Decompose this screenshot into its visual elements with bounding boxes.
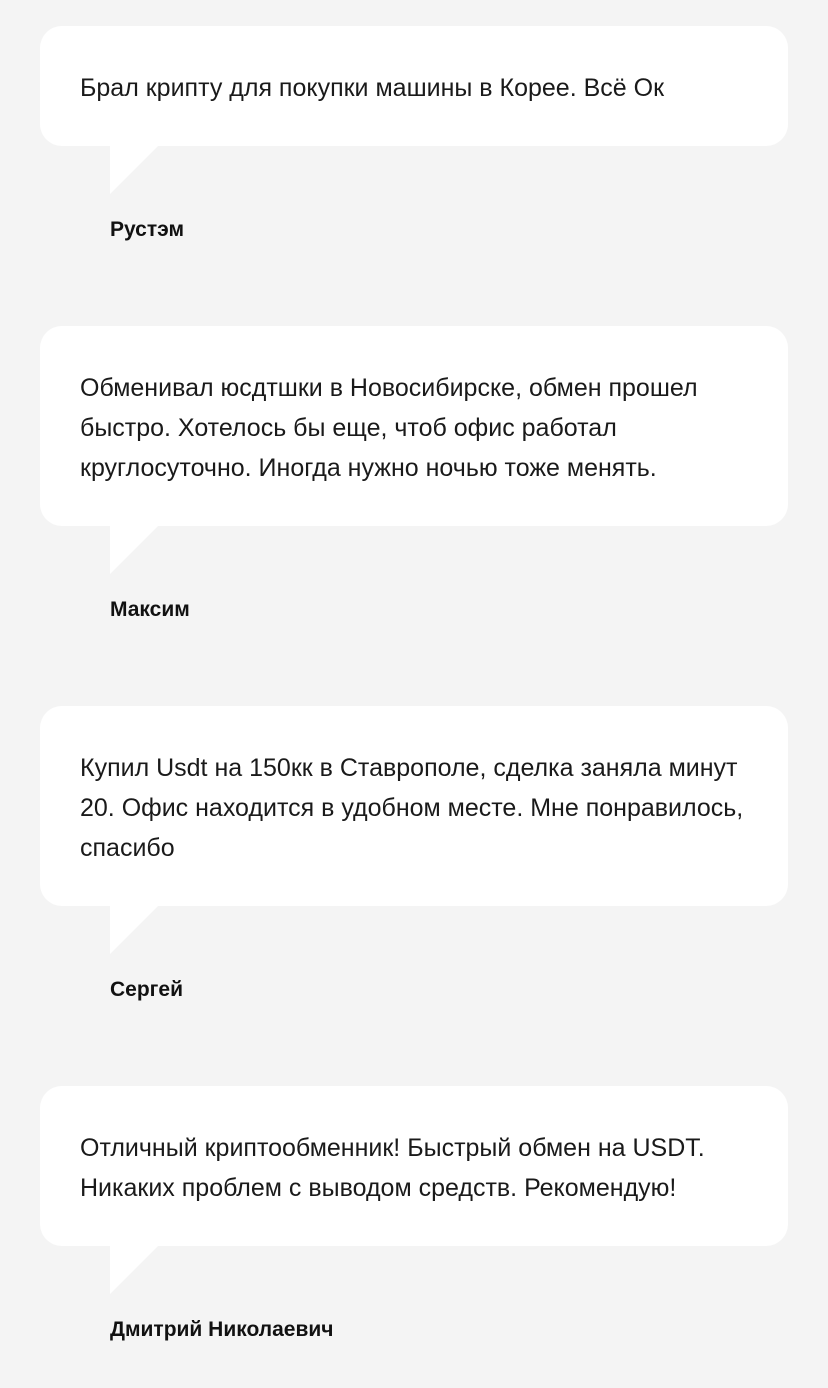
review-card bbox=[40, 26, 788, 241]
review-author: Рустэм bbox=[110, 218, 184, 241]
review-bubble bbox=[40, 26, 788, 146]
review-bubble bbox=[40, 326, 788, 526]
review-text: Отличный криптообменник! Быстрый обмен на USDT. Никаких проблем с выводом средств. Рекомендую! bbox=[80, 1134, 705, 1202]
review-author: Сергей bbox=[110, 978, 184, 1001]
review-bubble bbox=[40, 1086, 788, 1246]
speech-bubble-tail bbox=[110, 1246, 158, 1294]
speech-bubble-tail bbox=[110, 526, 158, 574]
review-author: Дмитрий Николаевич bbox=[110, 1318, 334, 1341]
speech-bubble-tail bbox=[110, 906, 158, 954]
review-text: Обменивал юсдтшки в Новосибирске, обмен прошел быстро. Хотелось бы еще, чтоб офис работал круглосуточно. Иногда нужно ночью тоже менять. bbox=[80, 374, 698, 482]
speech-bubble-tail bbox=[110, 146, 158, 194]
review-author: Максим bbox=[110, 598, 190, 621]
review-card bbox=[40, 706, 788, 1001]
review-text: Брал крипту для покупки машины в Корее. Всё Ок bbox=[80, 74, 665, 102]
review-text: Купил Usdt на 150кк в Ставрополе, сделка заняла минут 20. Офис находится в удобном месте. Мне понравилось, спасибо bbox=[80, 754, 744, 862]
review-bubble bbox=[40, 706, 788, 906]
review-card bbox=[40, 1086, 788, 1341]
review-card bbox=[40, 326, 788, 621]
